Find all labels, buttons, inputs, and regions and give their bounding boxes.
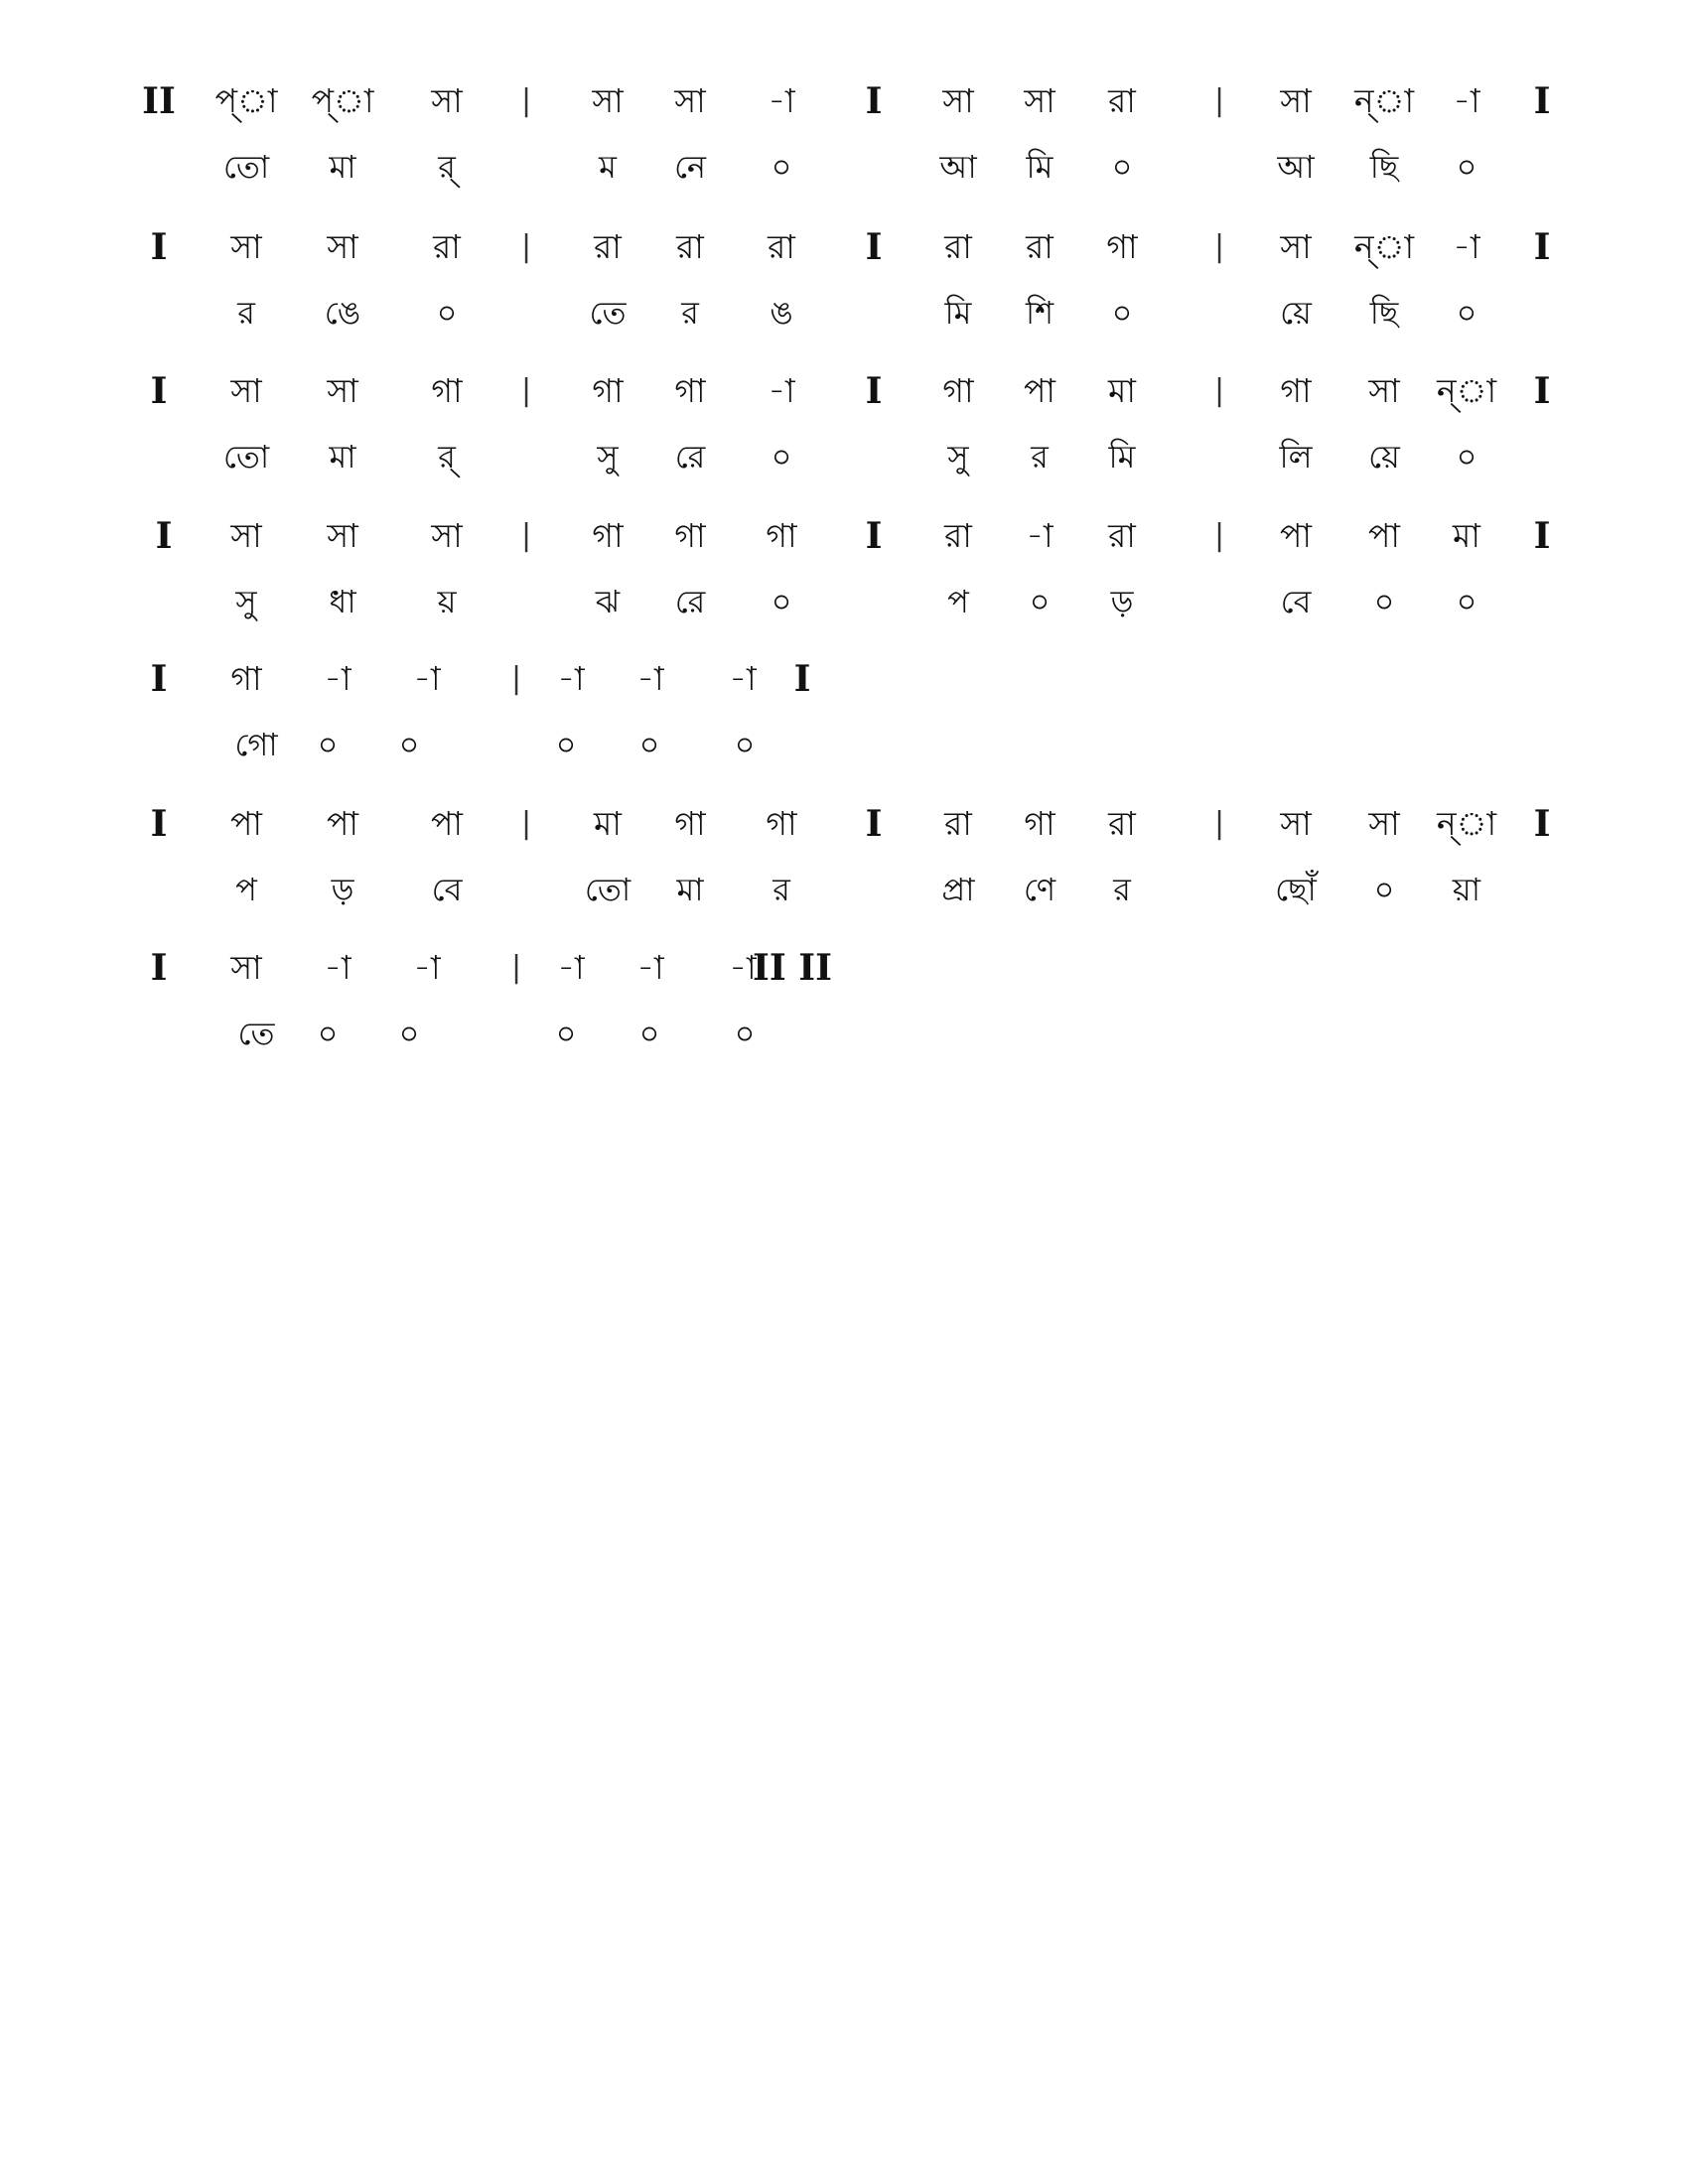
lyric-syllable: বে (1280, 583, 1312, 620)
lyric-syllable: ০ (436, 294, 458, 332)
swara-note: -া (636, 659, 664, 698)
swara-note: -া (1453, 81, 1480, 120)
swara-note: -া (324, 659, 352, 698)
swara-note: মা (594, 804, 622, 843)
swara-note: -া (1026, 516, 1054, 555)
lyric-syllable: নে (673, 148, 707, 186)
swara-note: রা (1026, 227, 1054, 266)
swara-note: পা (1280, 516, 1312, 555)
beat-divider: | (1213, 83, 1225, 118)
lyric-syllable: গো (234, 726, 278, 763)
lyric-syllable: য়া (1452, 871, 1481, 908)
swara-note: -া (1453, 227, 1480, 266)
bar-line: I (1533, 515, 1551, 557)
lyric-syllable: রে (674, 438, 706, 476)
swara-note: সা (1024, 81, 1055, 120)
beat-divider: | (1213, 518, 1225, 553)
lyric-syllable: প (947, 583, 969, 620)
lyric-syllable: ০ (1111, 294, 1133, 332)
lyric-syllable: র (237, 294, 255, 332)
bar-line: I (150, 370, 168, 412)
lyric-syllable: ০ (638, 1015, 660, 1052)
lyric-syllable: ছি (1369, 148, 1399, 186)
swara-note: -া (729, 948, 757, 987)
swara-note: সা (1280, 804, 1312, 843)
lyric-syllable: ০ (734, 1015, 756, 1052)
lyric-syllable: প্রা (941, 871, 975, 908)
lyric-syllable: মা (329, 148, 356, 186)
swara-note: ন্া (1436, 371, 1497, 410)
swara-note: গা (942, 371, 974, 410)
swara-note: গা (1280, 371, 1312, 410)
lyric-syllable: ড় (1110, 583, 1134, 620)
swara-note: সা (230, 516, 262, 555)
swara-note: -া (413, 659, 441, 698)
swara-note: মা (1108, 371, 1136, 410)
lyric-syllable: শি (1025, 294, 1055, 332)
swara-note: -া (768, 81, 795, 120)
bar-line: I (865, 80, 883, 122)
lyric-syllable: তো (584, 871, 632, 908)
bar-line: I (865, 370, 883, 412)
lyric-syllable: মি (944, 294, 972, 332)
bar-line: I (150, 947, 168, 989)
lyric-syllable: র (1113, 871, 1131, 908)
lyric-syllable: ছোঁ (1275, 871, 1317, 908)
lyric-syllable: ণে (1023, 871, 1056, 908)
beat-divider: | (1213, 373, 1225, 408)
lyric-syllable: ০ (1029, 583, 1051, 620)
beat-divider: | (520, 83, 532, 118)
swara-note: সা (327, 227, 358, 266)
bar-line: I (150, 803, 168, 845)
swara-note: গা (592, 371, 624, 410)
lyric-syllable: মা (676, 871, 704, 908)
lyric-syllable: ০ (317, 726, 339, 763)
bar-line: I (1533, 370, 1551, 412)
beat-divider: | (1213, 229, 1225, 264)
lyric-syllable: র্ (438, 148, 456, 186)
lyric-syllable: ড় (331, 871, 354, 908)
swara-note: রা (1108, 81, 1136, 120)
swara-note: রা (1108, 804, 1136, 843)
lyric-syllable: রে (674, 583, 706, 620)
swara-note: রা (944, 516, 972, 555)
swara-note: গা (1106, 227, 1138, 266)
swara-note: সা (1368, 371, 1400, 410)
swara-note: সা (431, 516, 463, 555)
beat-divider: | (520, 229, 532, 264)
swara-note: সা (230, 371, 262, 410)
lyric-syllable: ০ (1456, 148, 1477, 186)
beat-divider: | (520, 518, 532, 553)
swara-note: গা (766, 516, 797, 555)
lyric-syllable: র (681, 294, 699, 332)
lyric-syllable: ০ (771, 583, 792, 620)
lyric-syllable: তে (237, 1015, 275, 1052)
bar-line: II (142, 80, 176, 122)
bar-line: I (1533, 226, 1551, 268)
lyric-syllable: র (1031, 438, 1049, 476)
swara-note: সা (431, 81, 463, 120)
lyric-syllable: ০ (771, 438, 792, 476)
lyric-syllable: ০ (398, 726, 420, 763)
swara-note: গা (230, 659, 262, 698)
swara-note: -া (324, 948, 352, 987)
swara-note: -া (413, 948, 441, 987)
lyric-syllable: ঙে (324, 294, 361, 332)
swara-note: রা (594, 227, 622, 266)
swara-note: -া (636, 948, 664, 987)
lyric-syllable: ০ (734, 726, 756, 763)
beat-divider: | (520, 373, 532, 408)
swara-note: সা (942, 81, 974, 120)
lyric-syllable: লি (1279, 438, 1313, 476)
bar-line: I (155, 515, 173, 557)
lyric-syllable: য় (437, 583, 457, 620)
swara-note: গা (674, 371, 706, 410)
lyric-syllable: য়ে (1368, 438, 1400, 476)
swara-note: ন্া (1436, 804, 1497, 843)
lyric-syllable: ০ (555, 1015, 577, 1052)
beat-divider: | (510, 661, 522, 696)
bar-line: I (1533, 80, 1551, 122)
swara-note: -া (557, 948, 585, 987)
beat-divider: | (510, 950, 522, 985)
swara-note: গা (592, 516, 624, 555)
swara-note: রা (944, 227, 972, 266)
swara-note: পা (431, 804, 463, 843)
bar-line: I (865, 515, 883, 557)
bar-line: I (150, 226, 168, 268)
swara-note: সা (327, 516, 358, 555)
swara-note: পা (1024, 371, 1055, 410)
lyric-syllable: ধা (329, 583, 356, 620)
swara-note: সা (1368, 804, 1400, 843)
swara-note: -া (729, 659, 757, 698)
lyric-syllable: য়ে (1280, 294, 1312, 332)
lyric-syllable: সু (597, 438, 619, 476)
lyric-syllable: সু (947, 438, 969, 476)
swara-note: রা (944, 804, 972, 843)
lyric-syllable: ম (599, 148, 617, 186)
swara-note: সা (1280, 81, 1312, 120)
lyric-syllable: মি (1026, 148, 1054, 186)
lyric-syllable: র (773, 871, 790, 908)
lyric-syllable: ০ (771, 148, 792, 186)
swara-note: প্া (311, 81, 374, 120)
lyric-syllable: ০ (1111, 148, 1133, 186)
swara-note: সা (592, 81, 624, 120)
bar-line: I (865, 226, 883, 268)
beat-divider: | (520, 806, 532, 841)
swara-note: সা (1280, 227, 1312, 266)
lyric-syllable: ০ (1373, 871, 1395, 908)
swara-note: গা (1024, 804, 1055, 843)
lyric-syllable: র্ (438, 438, 456, 476)
bar-line: I (793, 658, 811, 700)
lyric-syllable: তো (222, 438, 270, 476)
swara-note: -া (768, 371, 795, 410)
lyric-syllable: ০ (317, 1015, 339, 1052)
bar-line: II II (753, 947, 832, 989)
lyric-syllable: তো (222, 148, 270, 186)
lyric-syllable: ০ (1456, 583, 1477, 620)
lyric-syllable: সু (235, 583, 257, 620)
lyric-syllable: ০ (398, 1015, 420, 1052)
lyric-syllable: আ (1277, 148, 1315, 186)
swara-note: গা (431, 371, 463, 410)
lyric-syllable: ঙ (770, 294, 793, 332)
swara-note: পা (230, 804, 262, 843)
swara-note: গা (674, 804, 706, 843)
swara-note: রা (676, 227, 704, 266)
swara-note: -া (557, 659, 585, 698)
lyric-syllable: মা (329, 438, 356, 476)
bar-line: I (150, 658, 168, 700)
lyric-syllable: ০ (1373, 583, 1395, 620)
swara-note: সা (327, 371, 358, 410)
lyric-syllable: প (235, 871, 257, 908)
lyric-syllable: তে (589, 294, 627, 332)
lyric-syllable: আ (939, 148, 977, 186)
swara-note: রা (433, 227, 461, 266)
swara-note: প্া (214, 81, 278, 120)
swara-note: সা (230, 227, 262, 266)
lyric-syllable: ০ (555, 726, 577, 763)
lyric-syllable: ০ (638, 726, 660, 763)
lyric-syllable: মি (1108, 438, 1136, 476)
swara-note: রা (768, 227, 795, 266)
swara-note: ন্া (1353, 81, 1415, 120)
lyric-syllable: ০ (1456, 438, 1477, 476)
swara-note: পা (1368, 516, 1400, 555)
swara-note: রা (1108, 516, 1136, 555)
swara-note: গা (674, 516, 706, 555)
lyric-syllable: বে (431, 871, 463, 908)
swara-note: মা (1453, 516, 1480, 555)
swara-note: গা (766, 804, 797, 843)
lyric-syllable: ছি (1369, 294, 1399, 332)
swara-note: সা (230, 948, 262, 987)
bar-line: I (1533, 803, 1551, 845)
lyric-syllable: ঝ (595, 583, 621, 620)
lyric-syllable: ০ (1456, 294, 1477, 332)
swara-note: ন্া (1353, 227, 1415, 266)
bar-line: I (865, 803, 883, 845)
beat-divider: | (1213, 806, 1225, 841)
swara-note: পা (327, 804, 358, 843)
swara-note: সা (674, 81, 706, 120)
